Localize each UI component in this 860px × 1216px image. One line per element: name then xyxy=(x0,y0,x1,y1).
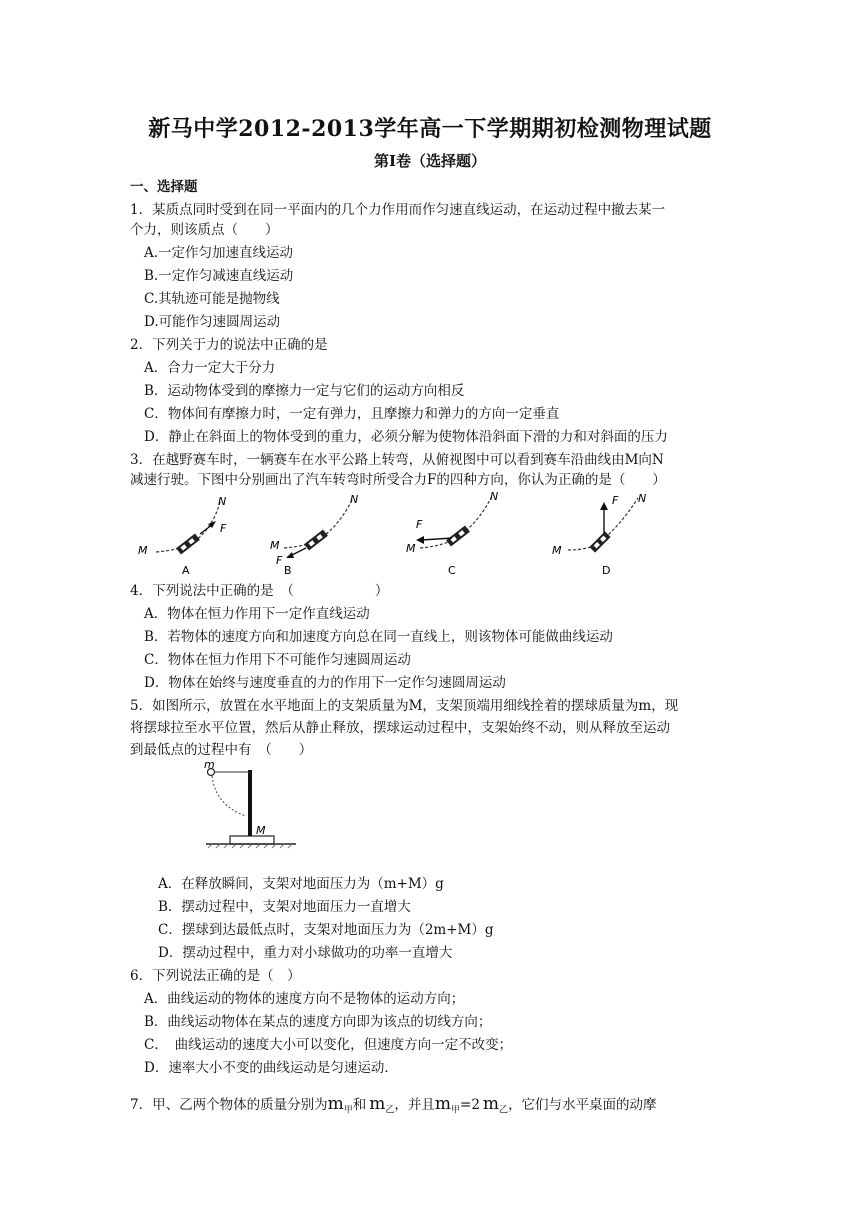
label-n: N xyxy=(218,495,227,508)
label-n: N xyxy=(490,492,499,503)
q3-figure-b xyxy=(266,492,376,580)
q6-option-b: B．曲线运动物体在某点的速度方向即为该点的切线方向； xyxy=(144,1014,492,1030)
q3-figure-a xyxy=(138,492,248,580)
q1-option-a: A.一定作匀加速直线运动 xyxy=(144,245,294,261)
q7-stem xyxy=(130,1094,657,1121)
q7-eq: =2 xyxy=(460,1097,480,1113)
label-m: M xyxy=(270,539,280,552)
figure-caption: B xyxy=(284,564,292,577)
label-n: N xyxy=(350,493,359,506)
q4-option-d: D．物体在始终与速度垂直的力的作用下一定作匀速圆周运动 xyxy=(144,675,506,691)
q6-stem: 6．下列说法正确的是（ ） xyxy=(130,968,301,984)
q7-text-1: 7．甲、乙两个物体的质量分别为 xyxy=(130,1097,328,1113)
page-title: 新马中学2012-2013学年高一下学期期初检测物理试题 xyxy=(148,116,712,142)
q4-stem: 4．下列说法中正确的是 （ ） xyxy=(130,583,389,599)
label-small-m: m xyxy=(204,762,215,771)
q2-option-c: C．物体间有摩擦力时，一定有弹力，且摩擦力和弹力的方向一定垂直 xyxy=(144,406,560,422)
label-big-m: M xyxy=(256,824,266,837)
q4-option-c: C．物体在恒力作用下不可能作匀速圆周运动 xyxy=(144,652,411,668)
q5-option-a: A．在释放瞬间，支架对地面压力为（m+M）g xyxy=(158,876,444,892)
car-icon xyxy=(304,529,328,550)
q3-figure-c xyxy=(402,492,512,580)
label-f: F xyxy=(220,522,227,535)
q6-option-a: A．曲线运动的物体的速度方向不是物体的运动方向； xyxy=(144,991,465,1007)
label-m: M xyxy=(406,542,416,555)
q5-stem-line2: 将摆球拉至水平位置，然后从静止释放，摆球运动过程中，支架始终不动，则从释放至运动 xyxy=(130,720,670,736)
q7-sub-a: 甲 xyxy=(343,1105,353,1116)
q5-stem-line1: 5．如图所示，放置在水平地面上的支架质量为M，支架顶端用细线拴着的摆球质量为m，现 xyxy=(130,698,679,714)
q4-option-a: A．物体在恒力作用下一定作直线运动 xyxy=(144,606,370,622)
q7-text-3: ，它们与水平桌面的动摩 xyxy=(508,1097,657,1113)
q7-mass-b: m xyxy=(369,1094,386,1114)
stand-pole xyxy=(248,770,252,836)
q3-figure-d xyxy=(550,492,660,580)
swing-arc xyxy=(212,776,246,816)
q1-option-c: C.其轨迹可能是抛物线 xyxy=(144,291,280,307)
q5-option-c: C．摆球到达最低点时，支架对地面压力为（2m+M）g xyxy=(158,922,494,938)
q2-stem: 2．下列关于力的说法中正确的是 xyxy=(130,337,328,353)
car-icon xyxy=(446,525,470,546)
q5-option-d: D．摆动过程中，重力对小球做功的功率一直增大 xyxy=(158,945,453,961)
label-f: F xyxy=(416,518,423,531)
car-icon xyxy=(589,531,610,552)
q7-mass-a: m xyxy=(327,1094,344,1114)
q2-option-a: A．合力一定大于分力 xyxy=(144,360,276,376)
label-n: N xyxy=(638,492,647,505)
q5-option-b: B．摆动过程中，支架对地面压力一直增大 xyxy=(158,899,411,915)
label-f: F xyxy=(276,554,283,567)
q6-option-c: C． 曲线运动的速度大小可以变化，但速度方向一定不改变； xyxy=(144,1037,513,1053)
stand-base xyxy=(230,836,274,844)
q1-option-b: B.一定作匀减速直线运动 xyxy=(144,268,294,284)
q6-option-d: D．速率大小不变的曲线运动是匀速运动． xyxy=(144,1060,398,1076)
q7-mass-d: m xyxy=(482,1094,500,1114)
q7-mass-c: m xyxy=(434,1094,451,1114)
car-icon xyxy=(176,533,200,554)
q7-sub-b: 乙 xyxy=(385,1105,395,1116)
label-m: M xyxy=(138,544,148,557)
q1-stem-line1: 1．某质点同时受到在同一平面内的几个力作用而作匀速直线运动，在运动过程中撤去某一 xyxy=(130,202,666,218)
q3-stem-line2: 减速行驶。下图中分别画出了汽车转弯时所受合力F的四种方向，你认为正确的是（ ） xyxy=(130,472,666,488)
q7-text-2: ，并且 xyxy=(394,1097,435,1113)
q2-option-d: D．静止在斜面上的物体受到的重力，必须分解为使物体沿斜面下滑的力和对斜面的压力 xyxy=(144,429,668,445)
q1-stem-line2: 个力，则该质点（ ） xyxy=(130,222,279,238)
q5-stem-line3: 到最低点的过程中有 （ ） xyxy=(130,742,313,758)
section-heading: 一、选择题 xyxy=(130,179,198,195)
q7-sub-d: 乙 xyxy=(499,1105,509,1116)
q4-option-b: B．若物体的速度方向和加速度方向总在同一直线上，则该物体可能做曲线运动 xyxy=(144,629,613,645)
label-f: F xyxy=(612,494,619,507)
q3-stem-line1: 3．在越野赛车时，一辆赛车在水平公路上转弯，从俯视图中可以看到赛车沿曲线由M向N xyxy=(130,452,664,468)
q5-figure xyxy=(200,762,300,858)
page-subtitle: 第Ⅰ卷（选择题） xyxy=(373,152,487,170)
label-m: M xyxy=(552,544,562,557)
figure-caption: C xyxy=(448,564,456,577)
q1-option-d: D.可能作匀速圆周运动 xyxy=(144,314,281,330)
figure-caption: A xyxy=(182,564,190,577)
figure-caption: D xyxy=(602,564,611,577)
q2-option-b: B．运动物体受到的摩擦力一定与它们的运动方向相反 xyxy=(144,383,465,399)
q7-and: 和 xyxy=(352,1097,367,1113)
q7-sub-c: 甲 xyxy=(451,1105,461,1116)
